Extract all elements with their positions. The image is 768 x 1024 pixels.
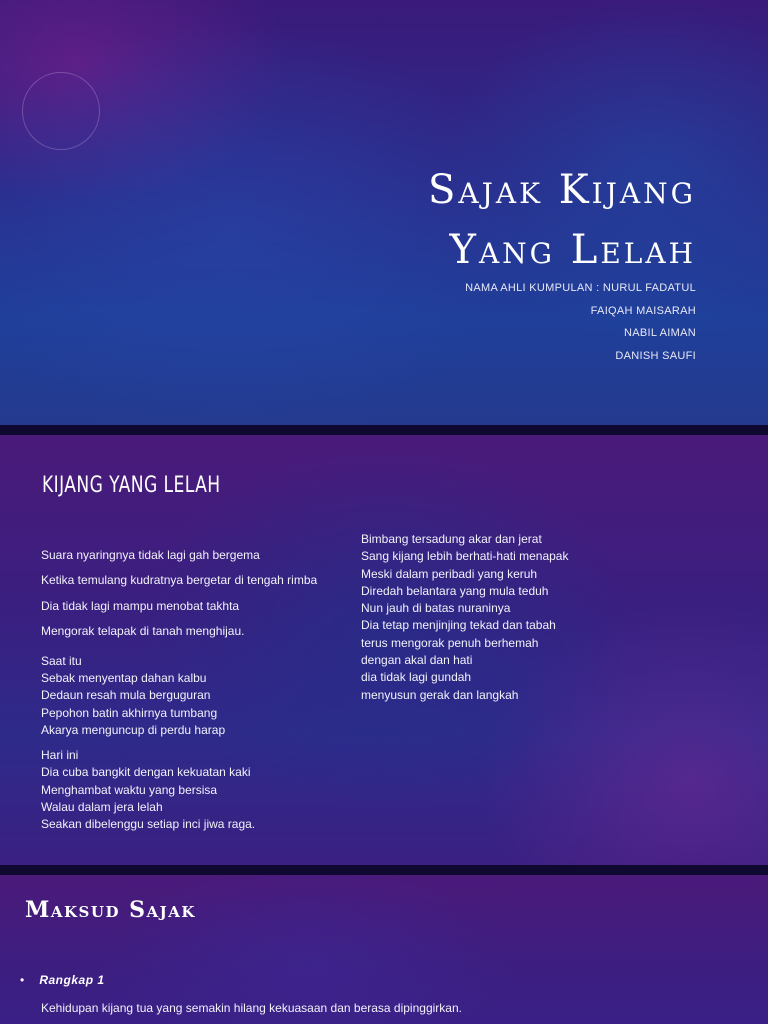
group-members — [465, 277, 696, 367]
meaning-slide — [0, 875, 768, 1024]
poem-line: terus mengorak penuh berhemah — [361, 635, 539, 650]
meaning-heading: Maksud Sajak — [25, 897, 196, 923]
poem-stanza — [41, 747, 317, 833]
poem-line: Dedaun resah mula berguguran — [41, 688, 211, 703]
decorative-ring — [22, 72, 100, 150]
title-line-2: Yang Lelah — [449, 227, 696, 273]
poem-left-column — [41, 543, 317, 834]
poem-line: Hari ini — [41, 748, 79, 763]
member-line: DANISH SAUFI — [615, 349, 696, 362]
title-slide — [0, 0, 768, 425]
poem-line: Saat itu — [41, 653, 82, 668]
poem-line: Ketika temulang kudratnya bergetar di tengah rimba — [41, 573, 318, 588]
poem-line: menyusun gerak dan langkah — [361, 687, 519, 702]
poem-line: Diredah belantara yang mula teduh — [361, 583, 549, 598]
title-line-1: Sajak Kijang — [428, 167, 696, 213]
bullet-description: Kehidupan kijang tua yang semakin hilang kekuasaan dan berasa dipinggirkan. — [41, 1001, 462, 1015]
member-line: NABIL AIMAN — [624, 327, 696, 339]
poem-right-column — [361, 531, 568, 704]
slide-title — [428, 160, 696, 280]
slide-divider — [0, 425, 768, 435]
poem-line: dia tidak lagi gundah — [361, 670, 472, 685]
poem-line: Walau dalam jera lelah — [41, 800, 163, 814]
poem-line: Dia cuba bangkit dengan kekuatan kaki — [41, 765, 251, 780]
poem-heading: KIJANG YANG LELAH — [42, 473, 221, 498]
poem-line: Sang kijang lebih berhati-hati menapak — [361, 549, 569, 564]
poem-line: Seakan dibelenggu setiap inci jiwa raga. — [41, 817, 256, 832]
poem-line: Dia tetap menjinjing tekad dan tabah — [361, 618, 556, 633]
slide-divider — [0, 865, 768, 875]
poem-line: Menghambat waktu yang bersisa — [41, 782, 218, 797]
bullet-item — [20, 973, 105, 987]
bullet-icon: • — [20, 973, 25, 987]
poem-slide — [0, 435, 768, 865]
poem-line: Sebak menyentap dahan kalbu — [41, 670, 207, 685]
member-line: FAIQAH MAISARAH — [590, 304, 696, 317]
poem-line: dengan akal dan hati — [361, 653, 473, 668]
member-line: NAMA AHLI KUMPULAN : NURUL FADATUL — [465, 282, 696, 294]
poem-line: Mengorak telapak di tanah menghijau. — [41, 624, 245, 639]
bullet-label: Rangkap 1 — [39, 973, 105, 987]
poem-line: Nun jauh di batas nuraninya — [361, 601, 511, 616]
poem-line: Dia tidak lagi mampu menobat takhta — [41, 598, 240, 613]
poem-line: Akarya menguncup di perdu harap — [41, 722, 226, 737]
poem-line: Bimbang tersadung akar dan jerat — [361, 532, 542, 546]
poem-line: Meski dalam peribadi yang keruh — [361, 566, 538, 581]
poem-stanza — [41, 653, 317, 739]
poem-line: Pepohon batin akhirnya tumbang — [41, 705, 218, 720]
poem-line: Suara nyaringnya tidak lagi gah bergema — [41, 548, 260, 562]
